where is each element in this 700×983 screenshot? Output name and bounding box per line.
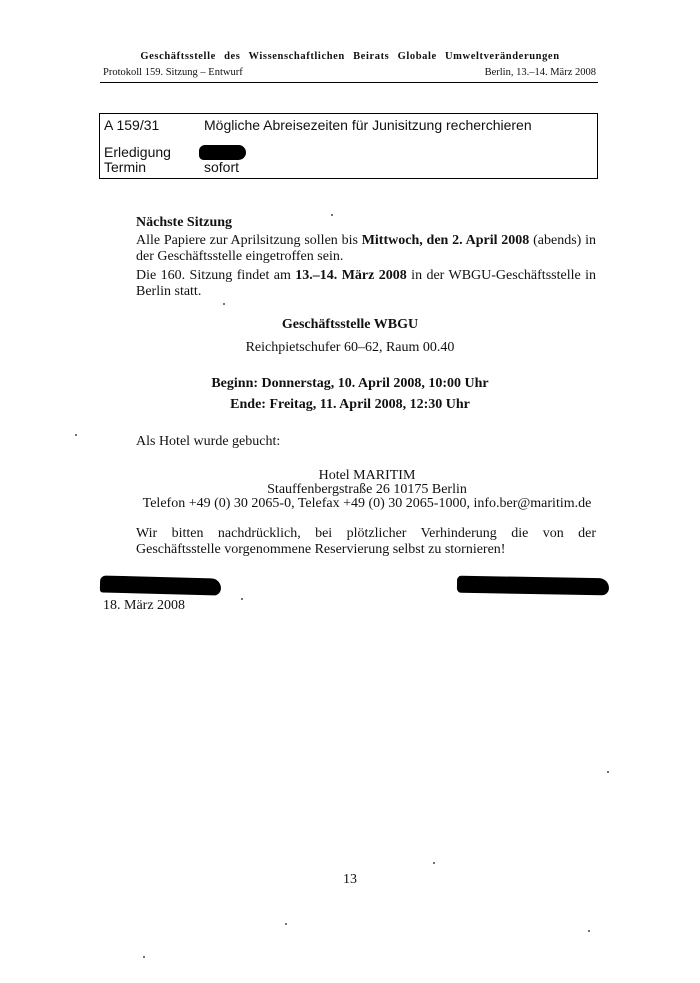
scan-speck [607, 771, 609, 773]
page-number: 13 [343, 872, 357, 887]
scan-speck [75, 434, 77, 436]
header-place-date: Berlin, 13.–14. März 2008 [484, 67, 596, 78]
hotel-label: Als Hotel wurde gebucht: [136, 434, 281, 449]
hotel-street: Stauffenbergstraße 26 10175 Berlin [267, 482, 467, 497]
scan-speck [331, 214, 333, 216]
papers-deadline-paragraph [136, 233, 596, 265]
scan-speck [433, 862, 435, 864]
action-item-description: Mögliche Abreisezeiten für Junisitzung recherchieren [204, 117, 532, 133]
meeting-date-paragraph [136, 268, 596, 300]
erledigung-label: Erledigung [104, 144, 171, 160]
scan-speck [143, 956, 145, 958]
redaction-mark [100, 575, 221, 595]
p1-text-post: (abends) in der Geschäftsstelle eingetroffen sein. [136, 233, 596, 264]
termin-value: sofort [204, 159, 240, 175]
location-title: Geschäftsstelle WBGU [281, 317, 419, 332]
meeting-begin: Beginn: Donnerstag, 10. April 2008, 10:00 Uhr [211, 376, 489, 391]
header-organisation: Geschäftsstelle des Wissenschaftlichen Beirats Globale Umweltveränderungen [140, 51, 560, 62]
action-item-number: A 159/31 [104, 117, 160, 133]
redaction-mark [457, 576, 609, 596]
meeting-end: Ende: Freitag, 11. April 2008, 12:30 Uhr [230, 397, 470, 412]
scan-speck [223, 303, 225, 305]
hotel-name: Hotel MARITIM [318, 468, 416, 483]
p2-text-post: in der WBGU-Geschäftsstelle in Berlin statt. [136, 268, 596, 299]
scan-speck [285, 923, 287, 925]
p1-text-pre: Alle Papiere zur Aprilsitzung sollen bis [136, 233, 362, 248]
scan-speck [588, 930, 590, 932]
hotel-contact: Telefon +49 (0) 30 2065-0, Telefax +49 (0) 30 2065-1000, info.ber@maritim.de [142, 496, 592, 511]
next-meeting-title: Nächste Sitzung [136, 215, 233, 230]
p1-deadline: Mittwoch, den 2. April 2008 [361, 233, 530, 248]
header-protocol: Protokoll 159. Sitzung – Entwurf [103, 67, 243, 78]
signature-date: 18. März 2008 [103, 598, 186, 613]
cancellation-notice: Wir bitten nachdrücklich, bei plötzlicher Verhinderung die von der Geschäftsstelle vorgenommene Reservierung selbst zu stornieren! [136, 526, 596, 557]
scan-speck [241, 598, 243, 600]
location-address: Reichpietschufer 60–62, Raum 00.40 [245, 340, 455, 355]
action-item-box [99, 113, 598, 179]
header-rule [100, 82, 598, 83]
p2-meeting-date: 13.–14. März 2008 [295, 268, 407, 283]
p2-text-pre: Die 160. Sitzung findet am [136, 268, 296, 283]
redaction-mark [199, 145, 246, 160]
termin-label: Termin [104, 159, 147, 175]
